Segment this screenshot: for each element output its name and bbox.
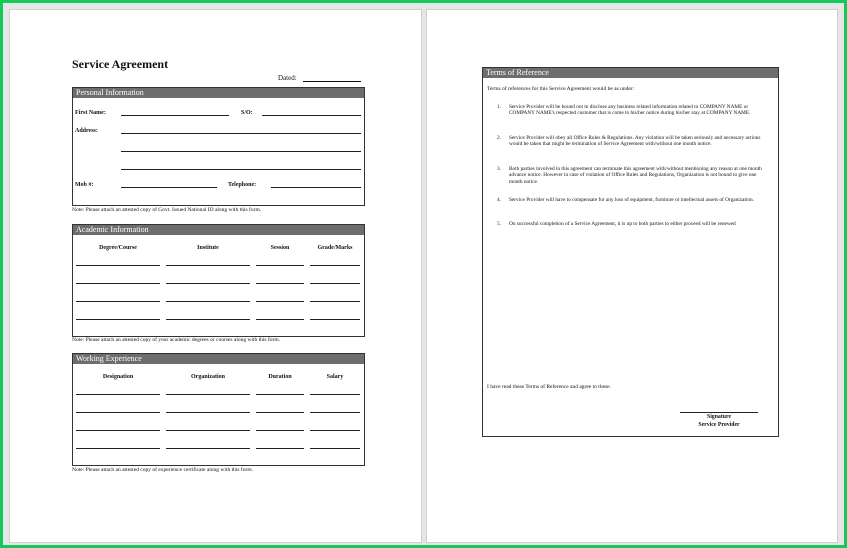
personal-information-section <box>72 87 365 206</box>
terms-of-reference-section <box>482 67 779 437</box>
academic-row-3-institute[interactable] <box>166 301 250 302</box>
experience-row-2-designation[interactable] <box>76 412 160 413</box>
so-field[interactable] <box>262 115 361 116</box>
experience-note: Note: Please attach an attested copy of experience certificate along with this form. <box>72 467 253 473</box>
term-number: 1. <box>497 104 501 110</box>
col-institute: Institute <box>197 245 219 251</box>
signature-role: Service Provider <box>698 422 740 428</box>
academic-information-section <box>72 224 365 337</box>
col-degree-course: Degree/Course <box>99 245 137 251</box>
col-grade-marks: Grade/Marks <box>317 245 353 251</box>
experience-row-3-designation[interactable] <box>76 430 160 431</box>
experience-row-4-organization[interactable] <box>166 448 250 449</box>
experience-row-4-designation[interactable] <box>76 448 160 449</box>
col-duration: Duration <box>268 374 292 380</box>
telephone-field[interactable] <box>271 187 361 188</box>
page-service-agreement <box>9 9 422 543</box>
col-salary: Salary <box>326 374 344 380</box>
dated-label: Dated: <box>278 74 297 82</box>
first-name-label: First Name: <box>75 110 106 116</box>
terms-intro: Terms of references for this Service Agreement would be as under: <box>487 86 635 92</box>
telephone-label: Telephone: <box>228 182 257 188</box>
term-text: On successful completion of a Service Agreement, it is up to both parties to either proceed will be renewed <box>509 221 736 227</box>
academic-information-heading: Academic Information <box>73 225 364 235</box>
address-field-line-1[interactable] <box>121 133 361 134</box>
term-number: 4. <box>497 197 501 203</box>
term-text: Service Provider will obey all Office Rules & Regulations. Any violation will be taken seriously and necessary actions would be taken that might be termination of Service Agreement with/without one month notice. <box>509 135 761 148</box>
experience-row-4-salary[interactable] <box>310 448 360 449</box>
dated-field[interactable] <box>303 81 361 82</box>
academic-row-2-degree[interactable] <box>76 283 160 284</box>
col-organization: Organization <box>191 374 225 380</box>
term-text: Service Provider will have to compensate for any loss of equipment, furniture or intellectual assets of Organization. <box>509 197 754 203</box>
academic-row-3-degree[interactable] <box>76 301 160 302</box>
signature-label: Signature <box>706 414 732 420</box>
personal-information-heading: Personal Information <box>73 88 364 98</box>
so-label: S/O: <box>241 110 253 116</box>
academic-row-2-session[interactable] <box>256 283 304 284</box>
term-text: Service Provider will be bound not to disclose any business related information related to COMPANY NAME or COMPANY NAME's respected customer that is come to his/her notice during his/her stay at COMPANY NAME. <box>509 104 751 117</box>
academic-row-2-grade[interactable] <box>310 283 360 284</box>
academic-row-1-degree[interactable] <box>76 265 160 266</box>
working-experience-heading: Working Experience <box>73 354 364 364</box>
academic-row-1-session[interactable] <box>256 265 304 266</box>
experience-row-1-organization[interactable] <box>166 394 250 395</box>
academic-row-2-institute[interactable] <box>166 283 250 284</box>
academic-row-3-grade[interactable] <box>310 301 360 302</box>
term-text: Both parties involved in this agreement can terminate this agreement with/without mentioning any reason at one month advance notice. However in case of violation of Office Rules and Regulations, Organization is not bound to give one month notice. <box>509 166 762 185</box>
term-number: 2. <box>497 135 501 141</box>
academic-row-4-institute[interactable] <box>166 319 250 320</box>
acknowledgement-text: I have read these Terms of Reference and agree to these. <box>487 384 611 390</box>
term-number: 5. <box>497 221 501 227</box>
mob-label: Mob #: <box>75 182 94 188</box>
col-session: Session <box>270 245 290 251</box>
experience-row-2-duration[interactable] <box>256 412 304 413</box>
signature-field[interactable] <box>680 412 758 413</box>
experience-row-1-duration[interactable] <box>256 394 304 395</box>
academic-row-1-grade[interactable] <box>310 265 360 266</box>
academic-row-4-session[interactable] <box>256 319 304 320</box>
address-field-line-2[interactable] <box>121 151 361 152</box>
address-field-line-3[interactable] <box>121 169 361 170</box>
personal-note: Note: Please attach an attested copy of Govt. Issued National ID along with this form. <box>72 207 262 213</box>
experience-row-2-salary[interactable] <box>310 412 360 413</box>
experience-row-4-duration[interactable] <box>256 448 304 449</box>
address-label: Address: <box>75 128 98 134</box>
experience-row-3-organization[interactable] <box>166 430 250 431</box>
experience-row-2-organization[interactable] <box>166 412 250 413</box>
working-experience-section <box>72 353 365 466</box>
academic-row-1-institute[interactable] <box>166 265 250 266</box>
document-title: Service Agreement <box>72 57 169 71</box>
document-viewer <box>3 3 844 545</box>
academic-row-4-grade[interactable] <box>310 319 360 320</box>
experience-row-1-designation[interactable] <box>76 394 160 395</box>
experience-row-3-salary[interactable] <box>310 430 360 431</box>
col-designation: Designation <box>102 374 134 380</box>
first-name-field[interactable] <box>121 115 229 116</box>
mob-field[interactable] <box>121 187 217 188</box>
academic-note: Note: Please attach an attested copy of your academic degrees or courses along with this form. <box>72 337 281 343</box>
page-terms-of-reference <box>426 9 838 543</box>
terms-of-reference-heading: Terms of Reference <box>483 68 778 78</box>
academic-row-4-degree[interactable] <box>76 319 160 320</box>
academic-row-3-session[interactable] <box>256 301 304 302</box>
experience-row-3-duration[interactable] <box>256 430 304 431</box>
experience-row-1-salary[interactable] <box>310 394 360 395</box>
term-number: 3. <box>497 166 501 172</box>
